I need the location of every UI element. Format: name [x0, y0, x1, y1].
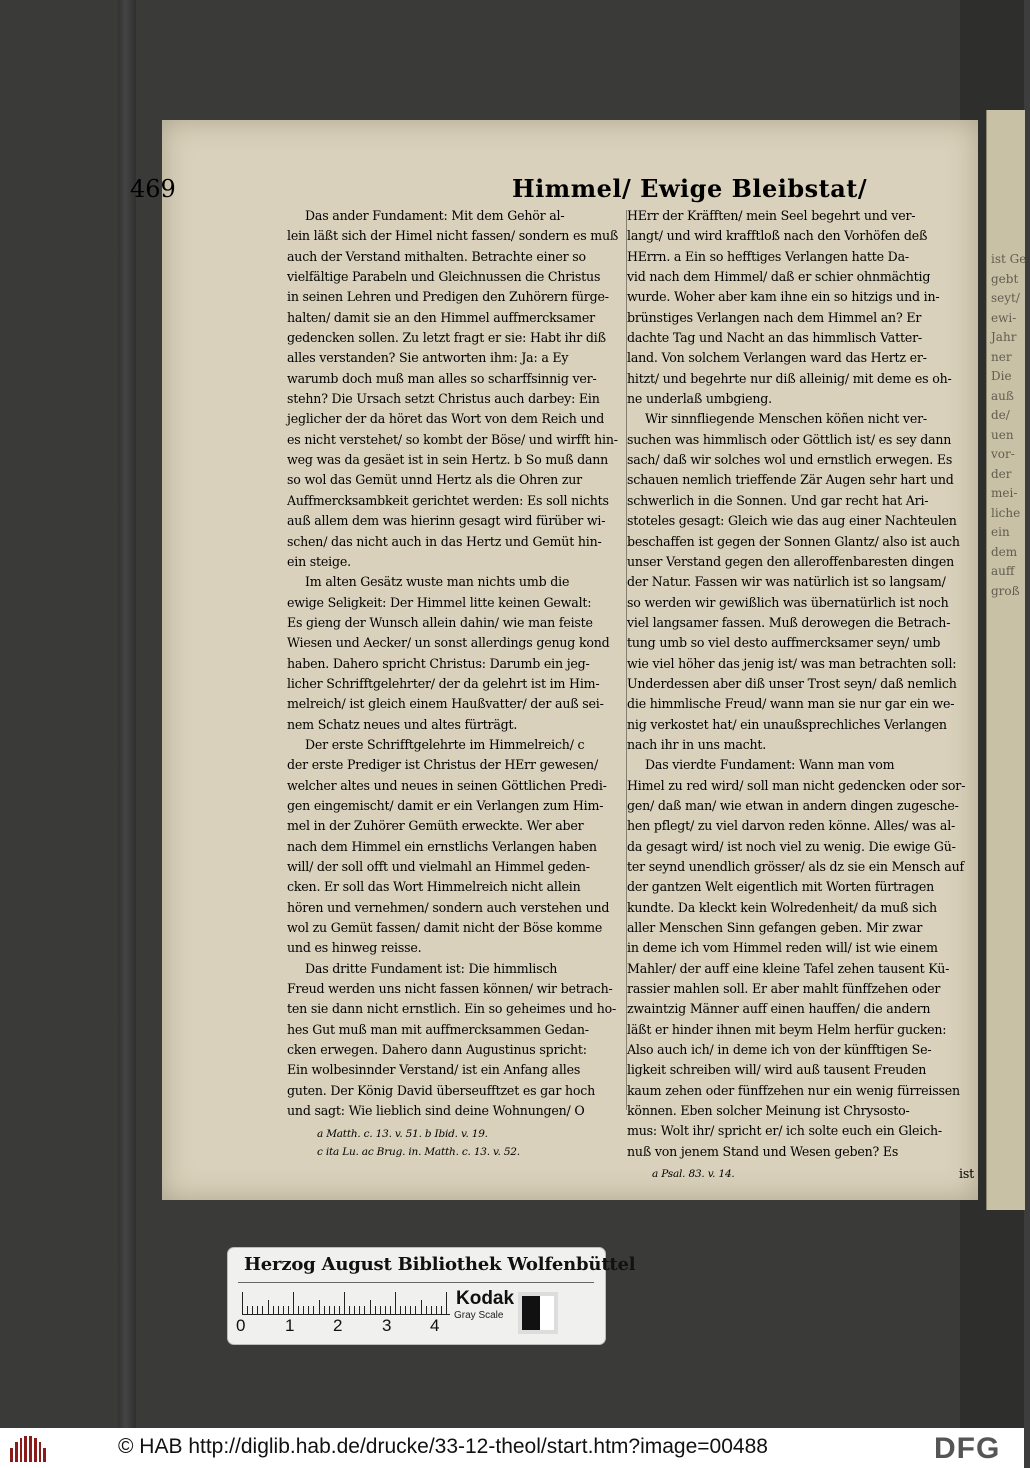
ruler-tick	[421, 1300, 422, 1314]
footnote: a Matth. c. 13. v. 51. b Ibid. v. 19.	[317, 1127, 488, 1140]
text-line: Es gieng der Wunsch allein dahin/ wie man feiste	[287, 614, 593, 630]
ruler-tick	[298, 1306, 299, 1314]
text-line: stoteles gesagt: Gleich wie das aug einer Nachteulen	[627, 513, 957, 529]
ghost-line: uen	[991, 427, 1014, 442]
text-line: so werden wir gewißlich was übernatürlich ist noch	[627, 594, 949, 610]
text-line: brünstiges Verlangen nach dem Himmel an? Er	[627, 309, 922, 325]
text-line: licher Schrifftgelehrter/ der da gelehrt ist im Him-	[287, 675, 600, 691]
text-line: Freud werden uns nicht fassen können/ wir betrach-	[287, 981, 613, 997]
ruler-tick	[283, 1306, 284, 1314]
text-line: rassier mahlen soll. Er aber mahlt fünffzehen oder	[627, 981, 941, 997]
ruler-tick	[339, 1306, 340, 1314]
text-line: ter seynd unendlich grösser/ als dz sie ein Mensch auf	[627, 859, 964, 874]
copyright-url[interactable]: © HAB http://diglib.hab.de/drucke/33-12-theol/start.htm?image=00488	[118, 1435, 768, 1458]
ruler-tick	[262, 1306, 263, 1314]
text-line: aller Menschen Sinn gefangen geben. Mir zwar	[627, 920, 923, 936]
glass-plate-edge	[118, 0, 136, 1428]
ruler-tick	[359, 1306, 360, 1314]
card-divider	[238, 1282, 594, 1283]
text-line: Das vierdte Fundament: Wann man vom	[645, 757, 895, 773]
ghost-line: gebt	[991, 271, 1019, 286]
text-line: haben. Dahero spricht Christus: Darumb ein jeg-	[287, 655, 590, 671]
text-line: läßt er hinder ihnen mit beym Helm herfür gucken:	[627, 1021, 947, 1037]
text-line: tung umb so viel desto auffmercksamer seyn/ umb	[627, 635, 941, 651]
catchword: ist	[959, 1166, 974, 1182]
text-line: Wiesen und Aecker/ un sonst allerdings genug kond	[287, 635, 610, 651]
adjacent-page-text	[991, 250, 1030, 601]
ghost-line: Jahr	[991, 330, 1017, 344]
text-line: cken. Er soll das Wort Himmelreich nicht allein	[287, 879, 581, 895]
text-line: in deme ich vom Himmel reden will/ ist wie einem	[627, 940, 938, 956]
ghost-line: mei-	[991, 486, 1018, 500]
text-line: jeglicher der da höret das Wort von dem Reich und	[287, 411, 605, 427]
text-line: nuß von jenem Stand und Wesen geben? Es	[627, 1143, 899, 1159]
text-line: Im alten Gesätz wuste man nichts umb die	[305, 574, 570, 590]
text-line: Wir sinnfliegende Menschen köñen nicht ver-	[645, 411, 927, 427]
ruler-tick	[364, 1306, 365, 1314]
ruler-tick	[293, 1292, 294, 1314]
text-line: und sagt: Wie lieblich sind deine Wohnungen/ O	[287, 1103, 585, 1119]
text-line: schauen nemlich trieffende Zär Augen sehr hart und	[627, 472, 954, 488]
ruler-tick	[415, 1306, 416, 1314]
ghost-line: vor-	[991, 447, 1015, 461]
ghost-line: der	[991, 466, 1012, 481]
text-line: wurde. Woher aber kam ihne ein so hitzigs und in-	[627, 289, 940, 305]
ruler-tick	[334, 1306, 335, 1314]
ruler-tick	[385, 1306, 386, 1314]
text-line: suchen was himmlisch oder Göttlich ist/ es sey dann	[627, 431, 952, 447]
text-line: dachte Tag und Nacht an das himmlisch Vatter-	[627, 330, 922, 346]
text-line: welcher altes und neues in seinen Göttlichen Predi-	[287, 777, 607, 793]
dfg-logo: DFG	[934, 1432, 1001, 1465]
text-line: schwerlich in die Sonnen. Und gar recht hat Ari-	[627, 492, 929, 508]
ghost-line: ewi-	[991, 310, 1017, 325]
text-line: ewige Seligkeit: Der Himmel litte keinen Gewalt:	[287, 594, 592, 610]
ruler-label: 1	[285, 1316, 295, 1335]
ghost-line: groß	[991, 583, 1020, 598]
ruler-tick	[380, 1306, 381, 1314]
text-line: vielfältige Parabeln und Gleichnussen die Christus	[287, 269, 601, 285]
footnote: c ita Lu. ac Brug. in. Matth. c. 13. v. 52.	[317, 1145, 520, 1158]
text-line: ein steige.	[287, 553, 351, 569]
ruler-tick	[252, 1306, 253, 1314]
ruler-tick	[410, 1306, 411, 1314]
ruler-tick	[354, 1306, 355, 1314]
ruler-tick	[405, 1306, 406, 1314]
text-line: land. Von solchem Verlangen ward das Hertz er-	[627, 350, 927, 366]
hab-logo-icon	[10, 1436, 46, 1462]
ruler-tick	[446, 1292, 447, 1314]
text-line: und es hinweg reisse.	[287, 940, 422, 956]
text-line: wie viel höher das jenig ist/ was man betrachten soll:	[627, 655, 957, 671]
text-line: nem Schatz neues und altes fürträgt.	[287, 716, 518, 732]
ghost-line: Die	[991, 369, 1012, 383]
text-line: viel langsamer fassen. Muß derowegen die Betrach-	[627, 614, 951, 630]
ruler-tick	[375, 1306, 376, 1314]
text-line: will/ der soll offt und vielmahl an Himmel geden-	[287, 859, 590, 874]
text-line: stehn? Die Ursach setzt Christus auch darbey: Ein	[287, 391, 600, 407]
text-line: nach ihr in uns macht.	[627, 736, 767, 752]
ruler-label: 2	[333, 1316, 343, 1335]
ruler-tick	[324, 1306, 325, 1314]
ruler-tick	[441, 1306, 442, 1314]
text-line: beschaffen ist gegen der Sonnen Glantz/ also ist auch	[627, 533, 960, 549]
text-line: unser Verstand gegen den alleroffenbaresten dingen	[627, 553, 955, 569]
text-line: ne underlaß umbgieng.	[627, 391, 772, 407]
text-line: in seinen Lehren und Predigen den Zuhörern fürge-	[287, 289, 609, 305]
text-line: hen pflegt/ zu viel darvon reden könne. Alles/ was al-	[627, 818, 956, 834]
ghost-line: auß	[991, 388, 1014, 403]
gray-scale-patch	[518, 1292, 558, 1334]
page-number: 469	[130, 175, 176, 203]
text-line: hitzt/ und begehrte nur diß alleinig/ mit deme es oh-	[627, 370, 952, 386]
text-line: hes Gut muß man mit auffmercksammen Gedan-	[287, 1021, 589, 1037]
text-line: Ein wolbesinnder Verstand/ ist ein Anfang alles	[287, 1062, 581, 1078]
text-line: melreich/ ist gleich einem Haußvatter/ der auß sei-	[287, 696, 604, 712]
text-line: langt/ und wird krafftloß nach den Vorhöfen deß	[627, 228, 928, 244]
text-line: ten sie dann nicht ernstlich. Ein so geheimes und ho-	[287, 1001, 617, 1017]
running-head: Himmel/ Ewige Bleibstat/	[512, 174, 868, 203]
text-line: lein läßt sich der Himel nicht fassen/ sondern es muß	[287, 228, 619, 244]
text-line: Also auch ich/ in deme ich von der künfftigen Se-	[627, 1042, 932, 1058]
ruler-tick	[395, 1292, 396, 1314]
ghost-line: de/	[991, 408, 1010, 422]
text-line: können. Eben solcher Meinung ist Chrysosto-	[627, 1103, 910, 1119]
text-line: auch der Verstand mithalten. Betrachte einer so	[287, 248, 586, 264]
text-line: Das dritte Fundament ist: Die himmlisch	[305, 960, 558, 976]
text-line: der Natur. Fassen wir was natürlich ist so langsam/	[627, 574, 946, 590]
ruler-tick	[390, 1306, 391, 1314]
text-line: weg was da gesäet ist in sein Hertz. b So muß dann	[287, 452, 609, 468]
ruler-tick	[278, 1306, 279, 1314]
ruler-tick	[273, 1306, 274, 1314]
text-line: zwaintzig Männer auff einen hauffen/ die andern	[627, 1001, 931, 1017]
text-line: ligkeit schreiben will/ wird auß tausent Freuden	[627, 1062, 927, 1078]
text-line: nach dem Himmel ein ernstlichs Verlangen haben	[287, 838, 597, 854]
text-line: gen/ daß man/ wie etwan in andern dingen zugesche-	[627, 797, 959, 813]
text-line: nig verkostet hat/ ein unaußsprechliches Verlangen	[627, 716, 947, 732]
text-line: mus: Wolt ihr/ spricht er/ ich solte euch ein Gleich-	[627, 1123, 942, 1139]
text-line: es nicht verstehet/ so kombt der Böse/ und wirfft hin-	[287, 431, 618, 447]
ruler-tick	[268, 1300, 269, 1314]
text-line: guten. Der König David überseufftzet es gar hoch	[287, 1082, 596, 1098]
text-line: warumb doch muß man alles so scharffsinnig ver-	[287, 370, 597, 386]
ruler-label: 0	[236, 1316, 246, 1335]
text-line: vid nach dem Himmel/ daß er schier ohnmächtig	[627, 269, 931, 285]
ruler-tick	[319, 1300, 320, 1314]
text-line: kaum zehen oder fünffzehen nur ein wenig fürreissen	[627, 1082, 960, 1098]
ruler-tick	[303, 1306, 304, 1314]
ghost-line: ist Ge-	[991, 252, 1030, 266]
adjacent-page-edge	[986, 110, 1030, 1210]
ruler-tick	[370, 1300, 371, 1314]
ghost-line: dem	[991, 544, 1018, 559]
ghost-line: auff	[991, 564, 1015, 578]
text-line: Underdessen aber diß unser Trost seyn/ daß nemlich	[627, 675, 957, 691]
ghost-line: ner	[991, 349, 1012, 364]
ruler-label: 4	[430, 1316, 440, 1335]
ruler-tick	[257, 1306, 258, 1314]
text-column-left	[287, 206, 627, 1158]
text-line: der erste Prediger ist Christus der HErr gewesen/	[287, 757, 598, 773]
ghost-line: seyt/	[991, 291, 1020, 305]
ruler-tick	[349, 1306, 350, 1314]
text-line: HErrn. a Ein so hefftiges Verlangen hatte Da-	[627, 248, 909, 264]
text-line: so wol das Gemüt unnd Hertz als die Ohren zur	[287, 472, 582, 488]
ruler-tick	[431, 1306, 432, 1314]
text-line: gedencken sollen. Zu letzt fragt er sie: Habt ihr diß	[287, 330, 606, 346]
footnote: a Psal. 83. v. 14.	[652, 1168, 735, 1181]
text-line: da gesagt wird/ ist noch viel zu wenig. Die ewige Gü-	[627, 838, 956, 854]
ruler-tick	[242, 1292, 243, 1314]
text-line: Auffmercksambkeit gerichtet werden: Es soll nichts	[287, 492, 609, 508]
text-line: die himmlische Freud/ wann man sie nur gar ein we-	[627, 696, 955, 712]
ruler-tick	[436, 1306, 437, 1314]
text-line: halten/ damit sie an den Himmel auffmercksamer	[287, 309, 595, 325]
ruler-tick	[400, 1306, 401, 1314]
scale-ruler	[242, 1288, 450, 1315]
ghost-line: ein	[991, 525, 1010, 539]
library-name: Herzog August Bibliothek Wolfenbüttel	[244, 1254, 636, 1275]
ruler-tick	[329, 1306, 330, 1314]
text-line: schen/ das nicht auch in das Hertz und Gemüt hin-	[287, 533, 602, 549]
text-line: Das ander Fundament: Mit dem Gehör al-	[305, 208, 565, 223]
ghost-line: liche	[991, 505, 1021, 520]
text-line: Mahler/ der auff eine kleine Tafel zehen tausent Kü-	[627, 960, 950, 976]
footer-bar	[0, 1428, 1024, 1468]
ruler-tick	[426, 1306, 427, 1314]
ruler-tick	[308, 1306, 309, 1314]
text-line: hören und vernehmen/ sondern auch verstehen und	[287, 899, 610, 915]
text-line: wol zu Gemüt fassen/ damit nicht der Böse komme	[287, 920, 603, 936]
text-line: alles verstanden? Sie antworten ihm: Ja: a Ey	[287, 350, 569, 366]
text-line: gen eingemischt/ damit er ein Verlangen zum Him-	[287, 797, 604, 813]
kodak-logo: Kodak	[456, 1288, 515, 1309]
text-column-right	[627, 206, 974, 1182]
text-line: auß allem dem was hierinn gesagt wird fürüber wi-	[287, 513, 606, 529]
ruler-labels	[236, 1316, 466, 1338]
text-line: sach/ daß wir solches wol und ernstlich erwegen. Es	[627, 452, 953, 468]
text-line: HErr der Kräfften/ mein Seel begehrt und ver-	[627, 208, 916, 223]
ruler-label: 3	[382, 1316, 392, 1335]
ruler-tick	[313, 1306, 314, 1314]
gray-scale-label: Gray Scale	[454, 1310, 504, 1321]
text-line: cken erwegen. Dahero dann Augustinus spricht:	[287, 1042, 587, 1058]
ruler-tick	[344, 1292, 345, 1314]
ruler-tick	[288, 1306, 289, 1314]
text-line: der gantzen Welt eigentlich mit Worten fürtragen	[627, 879, 935, 895]
text-line: kundte. Da kleckt kein Wolredenheit/ da muß sich	[627, 899, 937, 915]
color-reference-card	[228, 1248, 636, 1344]
text-line: Himel zu red wird/ soll man nicht gedencken oder sor-	[627, 777, 966, 793]
text-line: mel in der Zuhörer Gemüth erweckte. Wer aber	[287, 818, 584, 834]
text-line: Der erste Schrifftgelehrte im Himmelreich/ c	[305, 736, 585, 752]
ruler-tick	[247, 1306, 248, 1314]
